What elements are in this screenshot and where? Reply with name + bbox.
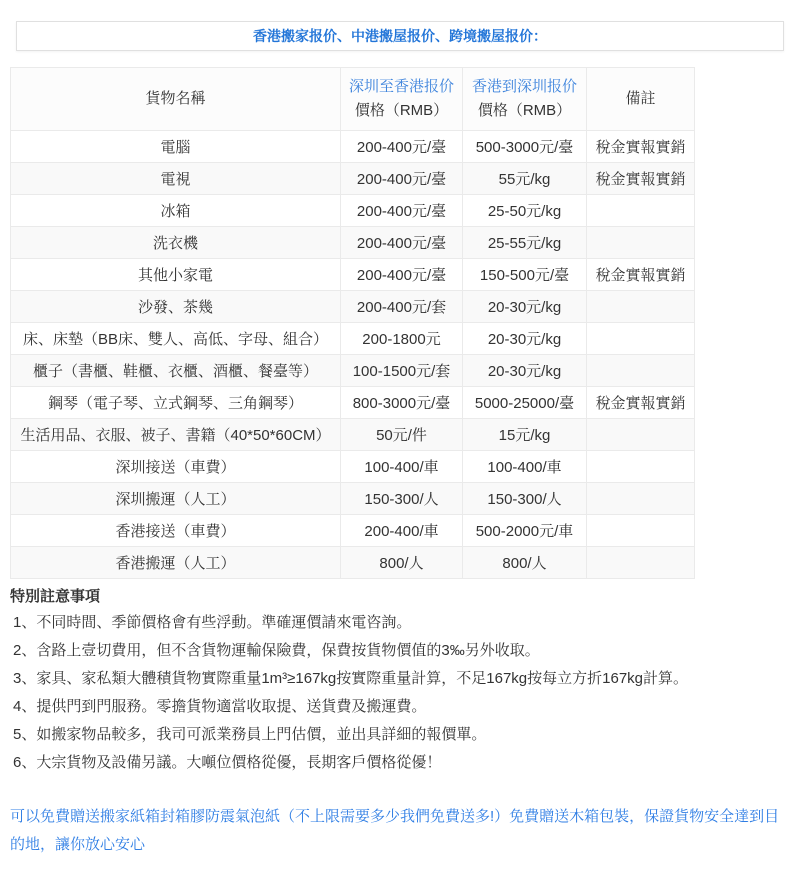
cell-sz-to-hk: 50元/件 [341,419,463,451]
cell-name: 洗衣機 [11,227,341,259]
cell-note [587,195,695,227]
table-row [11,131,695,163]
table-header-row [11,68,695,131]
cell-sz-to-hk: 200-400元/臺 [341,131,463,163]
column-header-remark: 備註 [587,68,695,131]
page [0,21,800,859]
table-row [11,451,695,483]
cell-hk-to-sz: 25-50元/kg [463,195,587,227]
column-header-hk-to-sz-title: 香港到深圳报价 [471,78,577,95]
cell-sz-to-hk: 200-400元/臺 [341,227,463,259]
table-row [11,227,695,259]
cell-note [587,483,695,515]
cell-note [587,451,695,483]
table-row [11,387,695,419]
column-header-hk-to-sz-unit: 價格（RMB） [477,102,572,119]
table-row [11,547,695,579]
note-item: 2、含路上壹切費用，但不含貨物運輸保險費，保費按貨物價值的3‰另外收取。 [13,642,540,659]
table-body [11,131,695,579]
cell-note: 稅金實報實銷 [587,131,695,163]
cell-name: 電視 [11,163,341,195]
cell-hk-to-sz: 150-300/人 [463,483,587,515]
notes-list [10,609,790,777]
promo-text: 可以免費贈送搬家紙箱封箱膠防震氣泡紙（不上限需要多少我們免費送多!）免費贈送木箱包裝，保證貨物安全達到目的地，讓你放心安心 [10,808,780,853]
cell-hk-to-sz: 20-30元/kg [463,291,587,323]
cell-hk-to-sz: 25-55元/kg [463,227,587,259]
cell-note: 稅金實報實銷 [587,387,695,419]
cell-sz-to-hk: 800/人 [341,547,463,579]
cell-sz-to-hk: 100-1500元/套 [341,355,463,387]
cell-hk-to-sz: 20-30元/kg [463,323,587,355]
cell-hk-to-sz: 15元/kg [463,419,587,451]
note-item: 1、不同時間、季節價格會有些浮動。準確運價請來電咨詢。 [13,614,412,631]
table-row [11,323,695,355]
notes-heading: 特別註意事項 [10,588,101,605]
cell-note: 稅金實報實銷 [587,259,695,291]
cell-sz-to-hk: 200-400元/臺 [341,259,463,291]
table-row [11,515,695,547]
table-row [11,419,695,451]
cell-sz-to-hk: 150-300/人 [341,483,463,515]
cell-note [587,515,695,547]
cell-sz-to-hk: 200-1800元 [341,323,463,355]
page-title: 香港搬家报价、中港搬屋报价、跨境搬屋报价： [253,28,547,44]
table-row [11,259,695,291]
column-header-hk-to-sz [463,68,587,131]
cell-hk-to-sz: 55元/kg [463,163,587,195]
cell-hk-to-sz: 800/人 [463,547,587,579]
note-item: 3、家具、家私類大體積貨物實際重量1m³≥167kg按實際重量計算，不足167kg按每立方折167kg計算。 [13,670,689,687]
column-header-goods-name: 貨物名稱 [11,68,341,131]
cell-name: 深圳搬運（人工） [11,483,341,515]
table-row [11,355,695,387]
column-header-sz-to-hk-unit: 價格（RMB） [354,102,449,119]
cell-hk-to-sz: 500-3000元/臺 [463,131,587,163]
column-header-sz-to-hk [341,68,463,131]
cell-name: 冰箱 [11,195,341,227]
table-row [11,195,695,227]
cell-hk-to-sz: 20-30元/kg [463,355,587,387]
cell-name: 電腦 [11,131,341,163]
cell-sz-to-hk: 200-400元/臺 [341,163,463,195]
cell-hk-to-sz: 150-500元/臺 [463,259,587,291]
cell-sz-to-hk: 200-400元/套 [341,291,463,323]
cell-name: 香港搬運（人工） [11,547,341,579]
note-item: 6、大宗貨物及設備另議。大噸位價格從優，長期客戶價格從優！ [13,754,442,771]
cell-name: 其他小家電 [11,259,341,291]
cell-sz-to-hk: 100-400/車 [341,451,463,483]
table-header [11,68,695,131]
cell-note [587,291,695,323]
cell-note [587,419,695,451]
table-row [11,291,695,323]
page-title-box [16,21,784,51]
cell-name: 沙發、茶幾 [11,291,341,323]
table-row [11,163,695,195]
cell-note [587,227,695,259]
cell-note [587,355,695,387]
cell-sz-to-hk: 200-400元/臺 [341,195,463,227]
note-item: 4、提供門到門服務。零擔貨物適當收取提、送貨費及搬運費。 [13,698,427,715]
cell-hk-to-sz: 500-2000元/車 [463,515,587,547]
cell-note [587,323,695,355]
notes-section [10,585,790,777]
cell-name: 床、床墊（BB床、雙人、高低、字母、組合） [11,323,341,355]
cell-note [587,547,695,579]
note-item: 5、如搬家物品較多，我司可派業務員上門估價，並出具詳細的報價單。 [13,726,487,743]
cell-name: 香港接送（車費） [11,515,341,547]
cell-sz-to-hk: 200-400/車 [341,515,463,547]
cell-note: 稅金實報實銷 [587,163,695,195]
cell-hk-to-sz: 5000-25000/臺 [463,387,587,419]
cell-name: 深圳接送（車費） [11,451,341,483]
cell-name: 鋼琴（電子琴、立式鋼琴、三角鋼琴） [11,387,341,419]
cell-name: 生活用品、衣服、被子、書籍（40*50*60CM） [11,419,341,451]
table-row [11,483,695,515]
cell-name: 櫃子（書櫃、鞋櫃、衣櫃、酒櫃、餐臺等） [11,355,341,387]
cell-sz-to-hk: 800-3000元/臺 [341,387,463,419]
price-table [10,67,695,579]
cell-hk-to-sz: 100-400/車 [463,451,587,483]
column-header-sz-to-hk-title: 深圳至香港报价 [348,78,454,95]
